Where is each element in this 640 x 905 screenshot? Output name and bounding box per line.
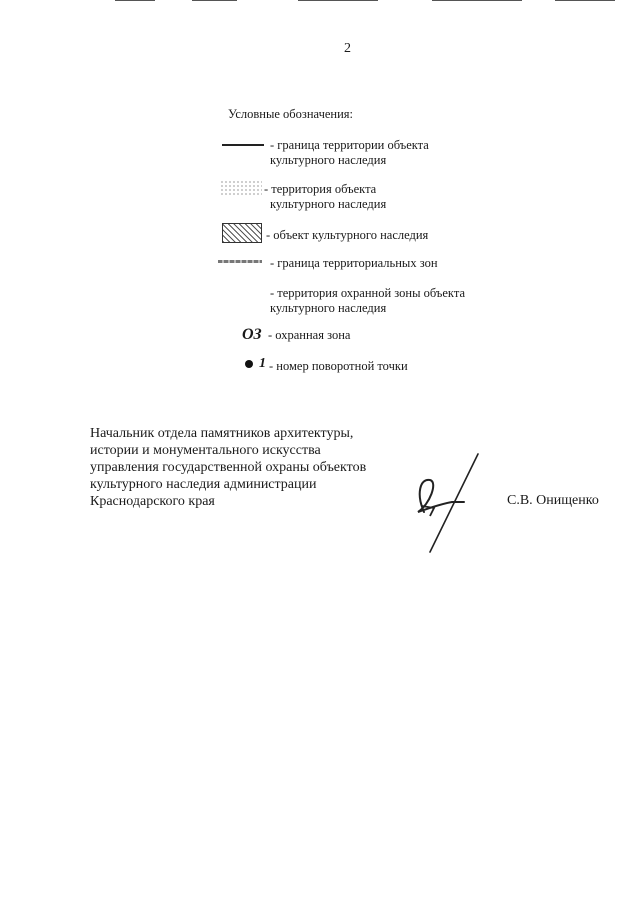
legend-item-label: - территория объекта (264, 182, 377, 196)
legend-item-label: - объект культурного наследия (266, 228, 429, 242)
hatched-rectangle-symbol (222, 223, 262, 243)
signatory-title-line: Начальник отдела памятников архитектуры, (90, 426, 354, 441)
legend-item-label: - номер поворотной точки (269, 359, 408, 373)
legend-item-turning-point (269, 359, 408, 374)
handwritten-signature (400, 450, 490, 560)
legend-item-territory (264, 182, 386, 212)
signatory-title (90, 425, 366, 510)
legend-item-label-cont: культурного наследия (270, 301, 387, 315)
scan-artifact-line (298, 0, 378, 1)
signatory-title-line: управления государственной охраны объектов (90, 460, 367, 475)
legend-item-label-cont: культурного наследия (270, 153, 387, 167)
scan-artifact-line (115, 0, 155, 1)
dashed-line-symbol (218, 260, 262, 263)
legend-item-zone-border (270, 256, 438, 271)
dotted-area-symbol (220, 180, 262, 196)
solid-line-symbol (222, 144, 264, 146)
oz-symbol: ОЗ (242, 326, 262, 343)
page-number: 2 (344, 41, 351, 56)
scan-artifact-line (555, 0, 615, 1)
legend-item-protected-zone-territory (270, 286, 465, 316)
point-number-symbol: 1 (259, 356, 266, 371)
legend-item-label-cont: культурного наследия (270, 197, 387, 211)
legend-item-label: - охранная зона (268, 328, 351, 342)
legend-item-territory-border (270, 138, 429, 168)
dot-symbol (245, 360, 253, 368)
legend-item-label: - граница территориальных зон (270, 256, 438, 270)
legend-title: Условные обозначения: (228, 107, 354, 121)
scan-artifact-line (192, 0, 237, 1)
legend-item-protected-zone (268, 328, 350, 343)
signer-name: С.В. Онищенко (507, 493, 599, 508)
signatory-title-line: Краснодарского края (90, 494, 215, 509)
scan-artifact-line (432, 0, 522, 1)
signatory-title-line: культурного наследия администрации (90, 477, 317, 492)
signatory-title-line: истории и монументального искусства (90, 443, 321, 458)
legend-item-label: - территория охранной зоны объекта (270, 286, 465, 300)
legend-item-heritage-object (266, 228, 428, 243)
legend-item-label: - граница территории объекта (270, 138, 429, 152)
